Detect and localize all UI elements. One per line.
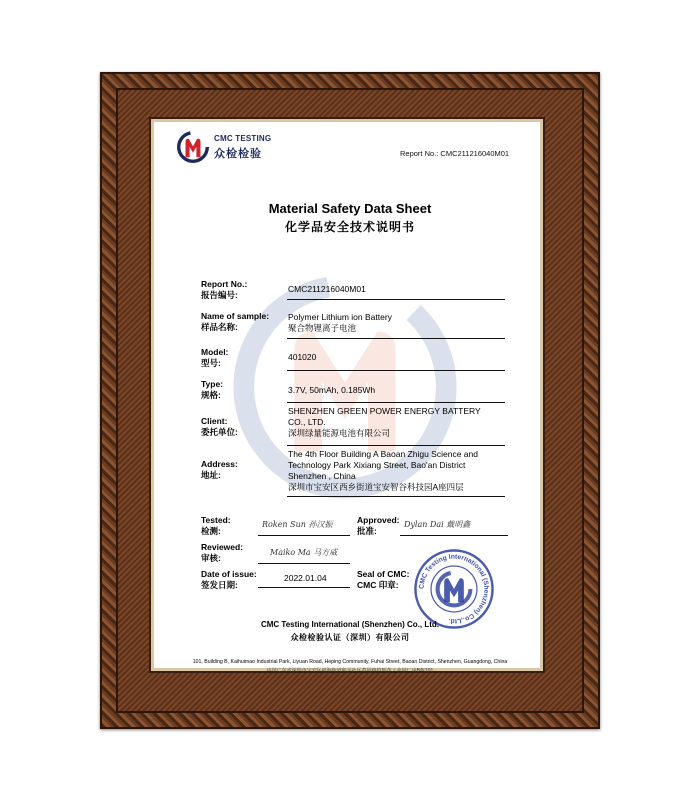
address-value: [288, 449, 478, 493]
address-value-en-1: The 4th Floor Building A Baoan Zhigu Science and: [288, 449, 478, 459]
sample-value-en: Polymer Lithium ion Battery: [288, 312, 392, 322]
approved-signature-line: [400, 535, 508, 536]
sample-value-cn: 聚合物锂离子电池: [288, 323, 357, 333]
date-label-cn: 签发日期:: [201, 580, 238, 590]
approved-signature: Dylan Dai 戴明鑫: [404, 520, 471, 529]
approved-label-cn: 批准:: [357, 526, 377, 536]
sample-label-en: Name of sample:: [201, 311, 270, 321]
seal-text: CMC Testing International (Shenzhen) Co.,Ltd.: [418, 553, 490, 625]
client-underline: [287, 445, 505, 446]
footer-address-en: 101, Building B, Kaihuimao Industrial Park, Liyuan Road, Heping Community, Fuhai Street, Baoan District, Shenzhen, Guangdong, China: [192, 659, 508, 665]
seal-label-en: Seal of CMC:: [357, 569, 410, 579]
approved-label: [357, 515, 400, 537]
tested-label-cn: 检测:: [201, 526, 221, 536]
client-value-en-2: CO., LTD.: [288, 417, 326, 427]
type-label-en: Type:: [201, 379, 224, 389]
sample-underline: [287, 338, 505, 339]
date-value: 2022.01.04: [284, 573, 327, 583]
address-label: [201, 459, 238, 481]
model-value: 401020: [288, 352, 317, 362]
tested-label-en: Tested:: [201, 515, 231, 525]
document-title-en: Material Safety Data Sheet: [268, 201, 432, 216]
model-underline: [287, 370, 505, 371]
client-label: [201, 416, 238, 438]
client-label-en: Client:: [201, 416, 228, 426]
client-value-cn: 深圳绿量能源电池有限公司: [288, 428, 391, 438]
report-no-label-cn: 报告编号:: [201, 290, 238, 300]
report-no-underline: [287, 299, 505, 300]
client-label-cn: 委托单位:: [201, 427, 238, 437]
tested-signature-line: [258, 535, 350, 536]
report-no-label: [201, 279, 247, 301]
footer-company-en: CMC Testing International (Shenzhen) Co., Ltd.: [260, 620, 440, 629]
seal-label-cn: CMC 印章:: [357, 580, 399, 590]
model-label-en: Model:: [201, 347, 229, 357]
reviewed-label: [201, 542, 243, 564]
type-label: [201, 379, 223, 401]
tested-signature: Roken Sun 孙汉振: [262, 520, 333, 529]
address-value-cn: 深圳市宝安区西乡街道宝安智谷科技园A座四层: [288, 482, 464, 492]
sample-label-cn: 样品名称:: [201, 322, 238, 332]
sample-value: [288, 312, 392, 334]
type-underline: [287, 402, 505, 403]
footer-address-cn: 中国广东省深圳市宝安区福海街道和平社区荔园路恺辉茂工业园厂房B栋101: [266, 668, 434, 674]
client-value: [288, 406, 481, 439]
date-label-en: Date of issue:: [201, 569, 257, 579]
model-label: [201, 347, 228, 369]
address-underline: [287, 496, 505, 497]
tested-label: [201, 515, 231, 537]
type-label-cn: 规格:: [201, 390, 221, 400]
reviewed-label-en: Reviewed:: [201, 542, 244, 552]
address-value-en-3: Shenzhen , China: [288, 471, 356, 481]
reviewed-label-cn: 审核:: [201, 553, 221, 563]
address-label-cn: 地址:: [201, 470, 221, 480]
reviewed-signature-line: [258, 563, 350, 564]
header-report-no: Report No.: CMC211216040M01: [400, 149, 510, 158]
approved-label-en: Approved:: [357, 515, 400, 525]
report-no-value: CMC211216040M01: [288, 284, 366, 294]
address-label-en: Address:: [201, 459, 238, 469]
company-seal-stamp: [413, 548, 495, 630]
client-value-en-1: SHENZHEN GREEN POWER ENERGY BATTERY: [288, 406, 481, 416]
cmc-logo-icon: [176, 130, 210, 164]
brand-name-cn: 众检检验: [214, 148, 262, 160]
seal-label: [357, 569, 409, 591]
brand-name-en: CMC TESTING: [214, 134, 272, 143]
type-value: 3.7V, 50mAh, 0.185Wh: [288, 385, 376, 395]
reviewed-signature: Maiko Ma 马方威: [270, 548, 338, 557]
report-no-label-en: Report No.:: [201, 279, 248, 289]
date-underline: [258, 587, 350, 588]
address-value-en-2: Technology Park Xixiang Street, Bao'an District: [288, 460, 466, 470]
sample-label: [201, 311, 269, 333]
document-title-cn: 化学品安全技术说明书: [284, 220, 415, 234]
footer-company-cn: 众检检验认证（深圳）有限公司: [290, 633, 410, 642]
model-label-cn: 型号:: [201, 358, 221, 368]
date-label: [201, 569, 257, 591]
